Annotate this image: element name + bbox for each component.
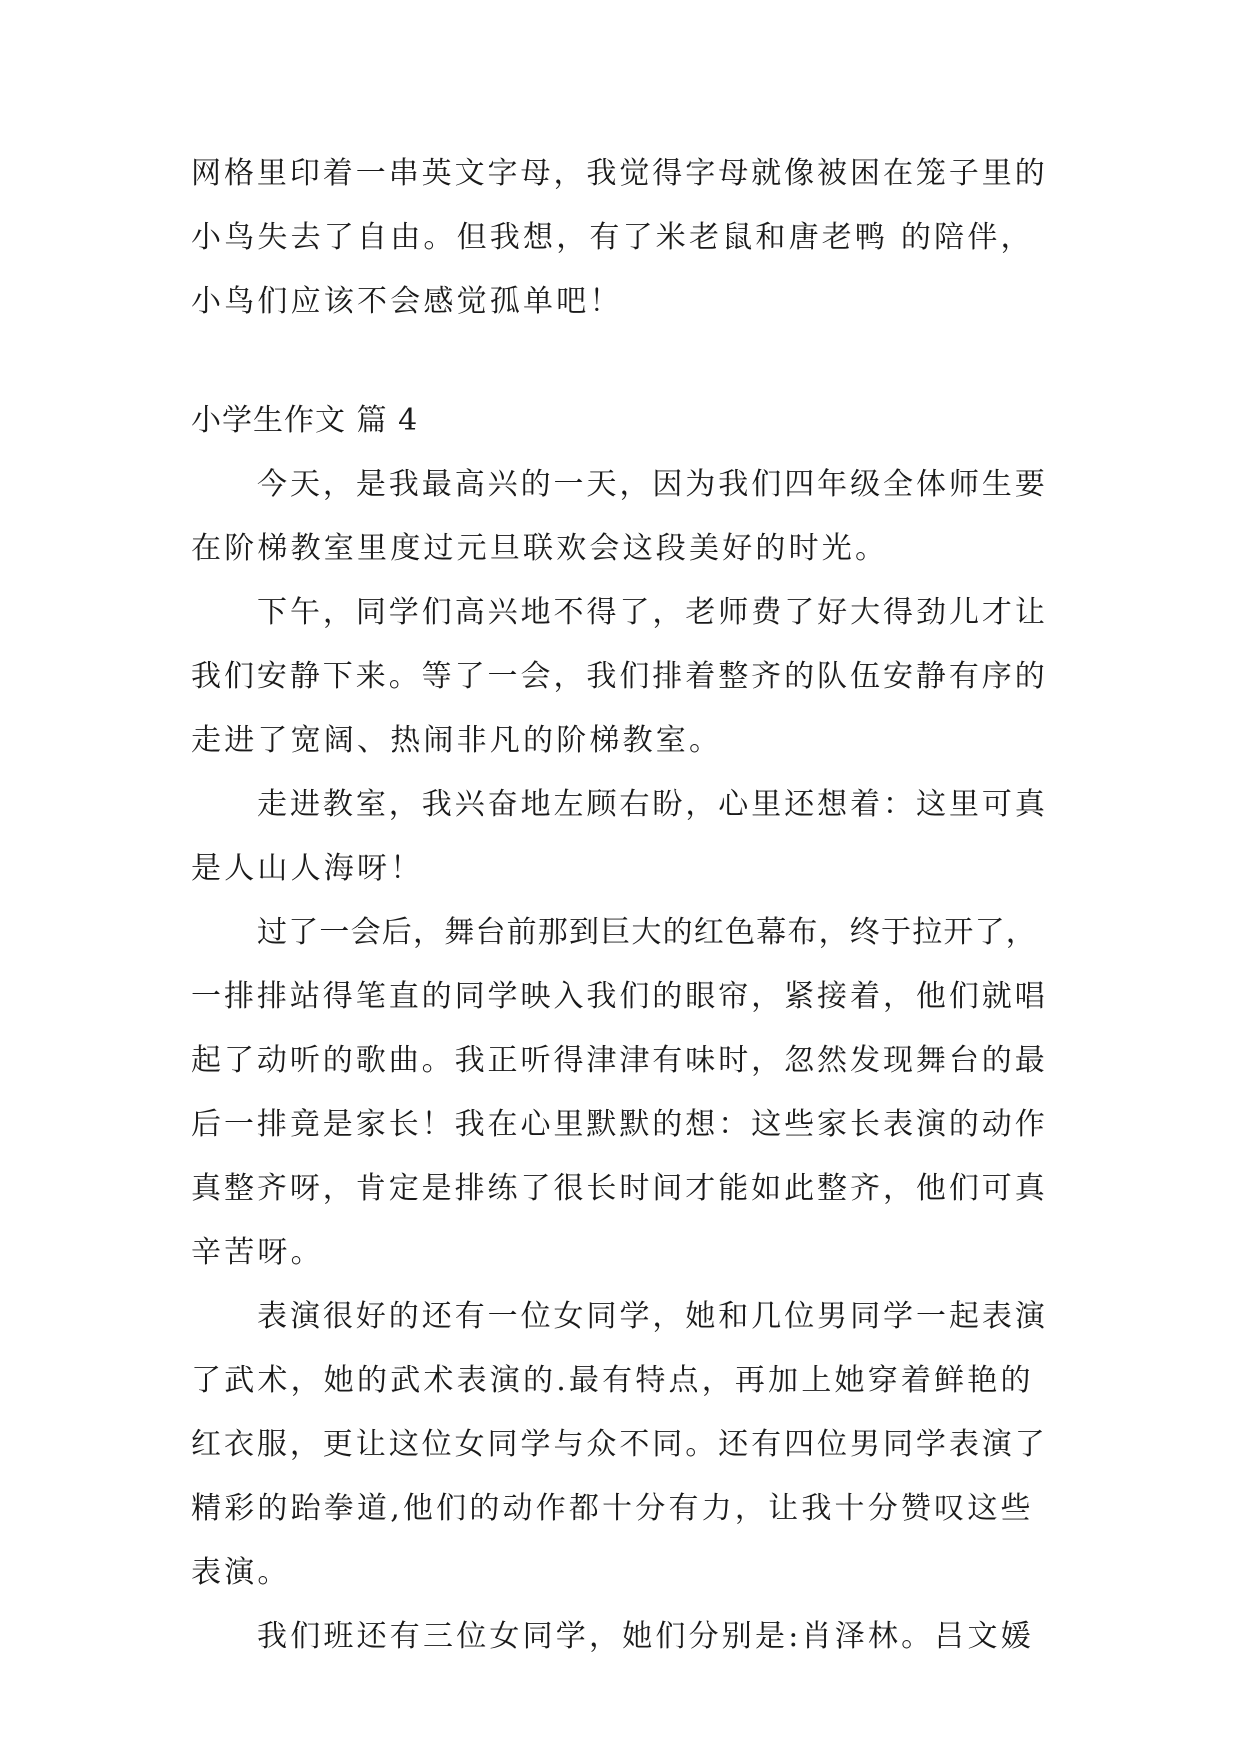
- text-line: 后一排竟是家长！我在心里默默的想：这些家长表演的动作: [191, 1107, 1048, 1142]
- text-line: 一排排站得笔直的同学映入我们的眼帘，紧接着，他们就唱: [191, 979, 1048, 1014]
- essay-body: [191, 453, 1053, 1669]
- text-line: 真整齐呀，肯定是排练了很长时间才能如此整齐，他们可真: [191, 1171, 1048, 1206]
- text-line: 起了动听的歌曲。我正听得津津有味时，忽然发现舞台的最: [191, 1043, 1048, 1078]
- text-line: 网格里印着一串英文字母，我觉得字母就像被困在笼子里的: [191, 156, 1048, 191]
- text-line: 小鸟失去了自由。但我想，有了米老鼠和唐老鸭 的陪伴，: [191, 220, 1034, 255]
- text-line: 表演很好的还有一位女同学，她和几位男同学一起表演: [257, 1299, 1048, 1334]
- text-line: 下午，同学们高兴地不得了，老师费了好大得劲儿才让: [257, 595, 1048, 630]
- text-line: 我们班还有三位女同学，她们分别是:肖泽林。吕文媛: [257, 1619, 1034, 1654]
- text-line: 表演。: [191, 1555, 291, 1590]
- text-line: 走进了宽阔、热闹非凡的阶梯教室。: [191, 723, 723, 758]
- text-line: 红衣服，更让这位女同学与众不同。还有四位男同学表演了: [191, 1427, 1048, 1462]
- text-line: 过了一会后，舞台前那到巨大的红色幕布，终于拉开了，: [257, 915, 1037, 950]
- text-line: 辛苦呀。: [191, 1235, 324, 1270]
- text-line: 在阶梯教室里度过元旦联欢会这段美好的时光。: [191, 531, 889, 566]
- text-line: 是人山人海呀！: [191, 851, 424, 886]
- text-line: 走进教室，我兴奋地左顾右盼，心里还想着：这里可真: [257, 787, 1048, 822]
- intro-paragraph: [191, 142, 1053, 334]
- text-line: 我们安静下来。等了一会，我们排着整齐的队伍安静有序的: [191, 659, 1048, 694]
- text-line: 今天，是我最高兴的一天，因为我们四年级全体师生要: [257, 467, 1048, 502]
- text-line: 小鸟们应该不会感觉孤单吧！: [191, 284, 623, 319]
- text-line: 了武术，她的武术表演的.最有特点，再加上她穿着鲜艳的: [191, 1363, 1034, 1398]
- text-line: 精彩的跆拳道,他们的动作都十分有力，让我十分赞叹这些: [191, 1491, 1034, 1526]
- section-title: 小学生作文 篇 4: [191, 403, 419, 438]
